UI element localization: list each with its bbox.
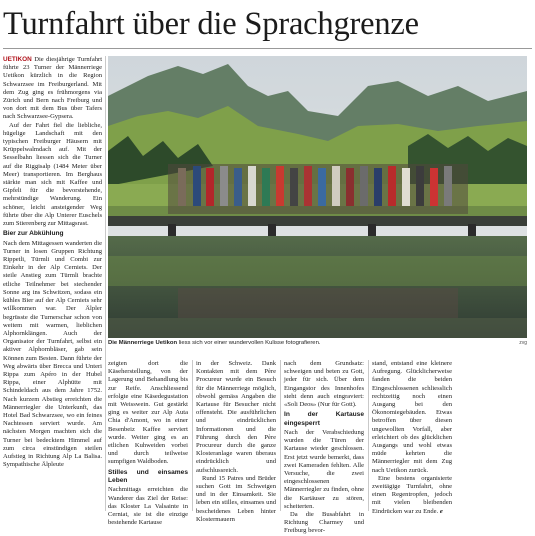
column-divider: [192, 360, 193, 511]
paragraph: [372, 475, 452, 516]
headline-rule: [3, 48, 532, 49]
paragraph: Nach der Verabschiedung wurden die Türen der Kartause wieder geschlossen. Erst jetzt wurde bemerkt, dass zwei Kameraden fehlten. Alle Versuche, die zwei eingeschlossenen Männerriegler zu finden, ohne die Kartäuser zu stören, scheiterten.: [284, 429, 364, 510]
paragraph: Nachmittags erreichten die Wanderer das Ziel der Reise: das Kloster La Valsainte in Cerniat, sie ist die einzige bestehende Kartause: [108, 486, 188, 527]
article-column-3: [196, 360, 276, 523]
subheading: Stilles und einsames Leben: [108, 468, 188, 485]
closing-text: Eine bestens organisierte zweitägige Turnfahrt, ohne einen Regentropfen, jedoch mit vielen bleibenden Eindrücken war zu Ende.: [372, 474, 452, 515]
intro-paragraph: [3, 56, 102, 122]
column-divider: [105, 56, 106, 511]
column-divider: [280, 360, 281, 511]
subheading: In der Kartause eingesperrt: [284, 411, 364, 427]
caption-bold: Die Männerriege Uetikon: [108, 340, 178, 346]
paragraph: zeigten dort die Käseherstellung, von der Lagerung und Behandlung bis zur Reife. Anschliessend erfolgte eine Käsedegustation mit Weisswein. Gut gestärkt ging es weiter zur Alp Auta Chia d'Amont, wo in einer Besenbeiz Kaffee serviert wurde. Weiter ging es an etlichen Kuhweiden vorbei und durch teilweise sumpfigen Waldboden.: [108, 360, 188, 466]
article-column-4: [284, 360, 364, 535]
caption-text: liess sich vor einer wundervollen Kulisse fotografieren.: [177, 340, 321, 346]
people-group: [168, 164, 468, 214]
group-photo: [108, 56, 527, 338]
paragraph: in der Schweiz. Dank Kontakten mit dem Père Procureur wurde ein Besuch für die Männerriege möglich, obwohl gemäss Angaben die Kartause für Besucher nicht offensteht. Die ausführlichen und eindrücklichen Informationen und die Führung durch den Père Procureur durch die ganze Klosteranlage waren überaus eindrücklich und aufschlussreich.: [196, 360, 276, 474]
subheading: Bier zur Abkühlung: [3, 230, 64, 238]
end-mark: e: [439, 507, 443, 515]
paragraph: stand, entstand eine kleinere Aufregung. Glücklicherweise fanden die beiden Eingeschlossenen schliesslich rechtzeitig noch einen Ausgang bei den Ökonomiegebäuden. Etwas betroffen über diesen ungewollten Vorfall, aber erleichtert ob des glücklichen Ausgangs und wohl etwas müde kehrten die Männerriegler mit dem Zug nach Uetikon zurück.: [372, 360, 452, 474]
column-divider: [368, 360, 369, 511]
paragraph: Nach dem Mittagessen wanderten die Turner in losen Gruppen Richtung Rippetli, Türmli und Combi zur Einkehr in der Alp Cerniets. Der steile Anstieg zum Türmli brachte etliche Teilnehmer bei stechender Sonne arg ins Schwitzen, sodass ein kühles Bier auf der Alp Cerniets sehr willkommen war. Der Älpler begrüsste die Turnerschar schon von weitem mit warmen, lieblichen Alphornklängen. Auch der Organisator der Turnfahrt, selbst ein aktiver Alphornbläser, gab sein Können zum Besten. Dann führte der Weg abwärts über Brecca und Unteri Rippa zum Apéro in der Hubel Rippa, einer Alphütte mit Schindeldach aus dem Jahre 1752. Nach kurzem Abstieg erreichten die Männerriegler die Unterkunft, das Hotel Bad Schwarzsee, wo ein feines Nachtessen serviert wurde. Am nächsten Morgen machten sich die Turner bei bedecktem Himmel auf zum circa einstündigen steilen Aufstieg in Richtung Alp La Balisa. Sympathische Älpleute: [3, 239, 102, 469]
location-tag: UETIKON: [3, 56, 32, 63]
article-column-1: [3, 56, 102, 511]
headline: Turnfahrt über die Sprachgrenze: [3, 6, 419, 42]
article-column-5: [372, 360, 452, 515]
landscape-photo: [108, 56, 527, 338]
photo-credit: zvg: [519, 340, 527, 346]
paragraph: Auf der Fahrt fiel die liebliche, hügelige Landschaft mit den typischen Freiburger Häusern mit Krüppelwalmdach auf. Mit der Sesselbahn liessen sich die Turner auf die Riggisalp (1484 Meter über Meer) transportieren. Im Berghaus stärkte man sich mit Kaffee und Gipfeli für die bevorstehende, mehrstündige Wanderung. Ein schöner, leicht ansteigender Weg führte über die Alp Unterer Euschels zum Stierenberg zur Mittagsrast.: [3, 121, 102, 228]
paragraph: nach dem Grundsatz: schweigen und beten zu Gott, jeder für sich. Über dem Eingangstor des Innenhofes steht denn auch eingraviert: «Soli Deos» (Nur für Gott).: [284, 360, 364, 409]
paragraph: Rund 15 Patres und Brüder suchen Gott im Schweigen und in der Einsamkeit. Sie leben ein stilles, einsames und bescheidenes Leben hinter Klostermauern: [196, 474, 276, 523]
paragraph: Da die Busabfahrt in Richtung Charmey und Freiburg bevor-: [284, 511, 364, 535]
intro-text: Die diesjährige Turnfahrt führte 23 Turner der Männerriege Uetikon kürzlich in die Region Schwarzsee im Freiburgerland. Mit dem Zug ging es frühmorgens via Zürich und Bern nach Freiburg und von dort mit dem Bus über Tafers nach Schwarzsee-Gypsera.: [3, 56, 103, 121]
article-column-2: [108, 360, 188, 527]
photo-caption: [108, 339, 527, 348]
